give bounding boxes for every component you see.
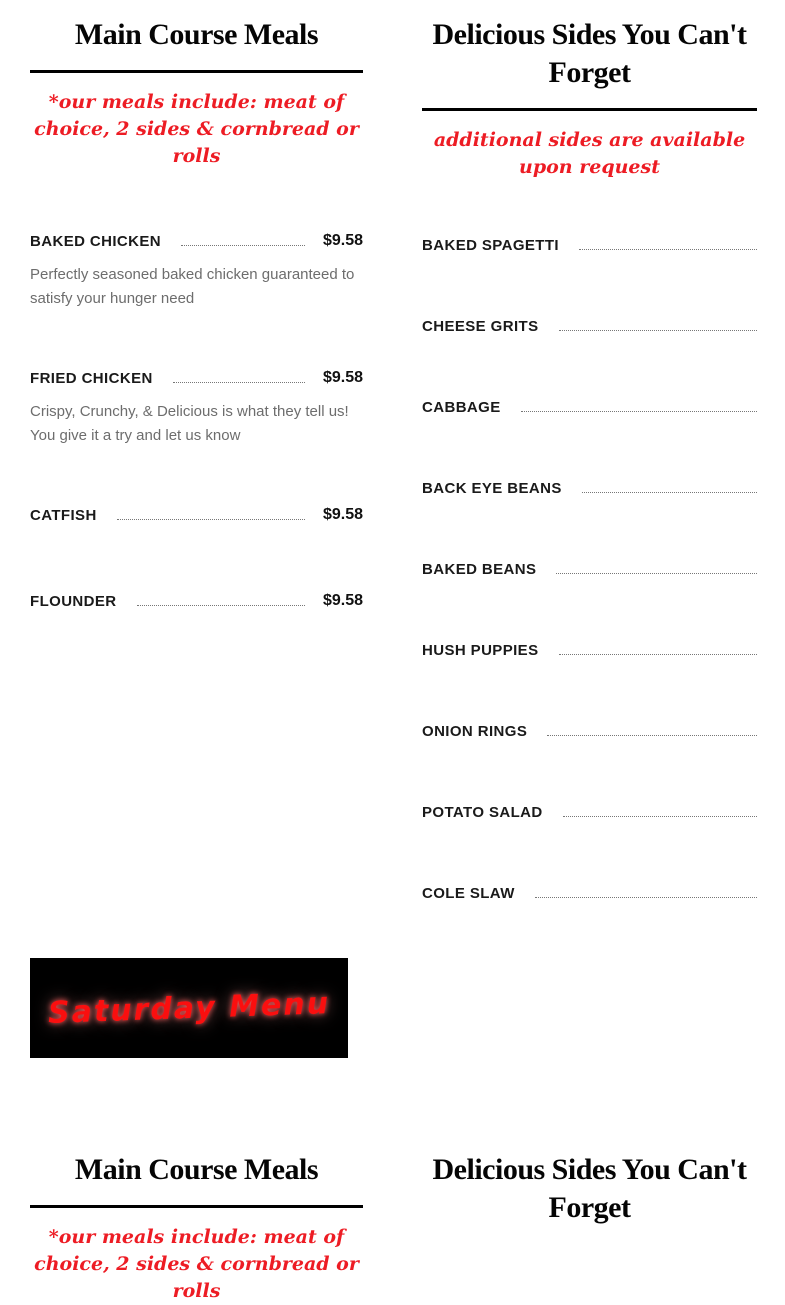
saturday-menu-banner	[30, 958, 348, 1058]
menu-item-name: BACK EYE BEANS	[422, 480, 562, 497]
menu-item-name: CATFISH	[30, 507, 97, 524]
sides-note: additional sides are available upon request	[433, 129, 746, 178]
menu-item-row	[422, 399, 757, 416]
menu-item-name: BAKED BEANS	[422, 561, 537, 578]
menu-item-row	[422, 480, 757, 497]
dotted-leader	[547, 735, 757, 736]
menu-item-row	[422, 561, 757, 578]
sides-title: Delicious Sides You Can't Forget	[432, 1153, 747, 1224]
menu-item-row	[422, 237, 757, 254]
menu-item-row	[30, 232, 363, 250]
menu-item-name: POTATO SALAD	[422, 804, 543, 821]
saturday-menu-banner-label: Saturday Menu	[47, 985, 331, 1031]
title-underline	[422, 108, 757, 111]
main-courses-title: Main Course Meals	[74, 1153, 319, 1186]
menu-item-name: HUSH PUPPIES	[422, 642, 539, 659]
dotted-leader	[556, 573, 757, 574]
menu-item-name: CHEESE GRITS	[422, 318, 539, 335]
dotted-leader	[563, 816, 757, 817]
menu-item-name: BAKED CHICKEN	[30, 233, 162, 250]
dotted-leader	[535, 897, 757, 898]
menu-item-row	[422, 642, 757, 659]
sides-column	[392, 0, 785, 902]
dotted-leader	[181, 245, 305, 246]
menu-item-price: $9.58	[322, 232, 363, 249]
sides-title: Delicious Sides You Can't Forget	[432, 18, 747, 89]
menu-item-name: FRIED CHICKEN	[30, 370, 153, 387]
dotted-leader	[521, 411, 757, 412]
main-courses-note: *our meals include: meat of choice, 2 sides & cornbread or rolls	[34, 1226, 359, 1302]
menu-item-name: CABBAGE	[422, 399, 501, 416]
title-underline	[30, 1205, 363, 1208]
dotted-leader	[579, 249, 757, 250]
menu-item-row	[422, 318, 757, 335]
menu-item-row	[422, 723, 757, 740]
menu-item-name: COLE SLAW	[422, 885, 515, 902]
menu-item-name: FLOUNDER	[30, 593, 117, 610]
main-courses-title: Main Course Meals	[74, 18, 319, 51]
dotted-leader	[173, 382, 305, 383]
menu-item-row	[422, 885, 757, 902]
dotted-leader	[117, 519, 305, 520]
main-courses-note: *our meals include: meat of choice, 2 sides & cornbread or rolls	[34, 91, 359, 167]
dotted-leader	[582, 492, 757, 493]
menu-item-row	[422, 804, 757, 821]
menu-item-row	[30, 506, 363, 524]
sides-column-repeat	[392, 1151, 785, 1305]
menu-section-bottom	[0, 1151, 785, 1305]
dotted-leader	[559, 654, 758, 655]
dotted-leader	[559, 330, 758, 331]
menu-item-price: $9.58	[322, 592, 363, 609]
menu-item-row	[30, 369, 363, 387]
title-underline	[30, 70, 363, 73]
menu-item-row	[30, 592, 363, 610]
dotted-leader	[137, 605, 305, 606]
menu-item-description: Perfectly seasoned baked chicken guaranteed to satisfy your hunger need	[30, 266, 355, 307]
menu-item-name: ONION RINGS	[422, 723, 528, 740]
menu-item-price: $9.58	[322, 369, 363, 386]
main-courses-column-repeat	[0, 1151, 392, 1305]
menu-item-name: BAKED SPAGETTI	[422, 237, 559, 254]
menu-item-description: Crispy, Crunchy, & Delicious is what they tell us! You give it a try and let us know	[30, 403, 349, 444]
main-courses-column	[0, 0, 392, 902]
menu-item-price: $9.58	[322, 506, 363, 523]
